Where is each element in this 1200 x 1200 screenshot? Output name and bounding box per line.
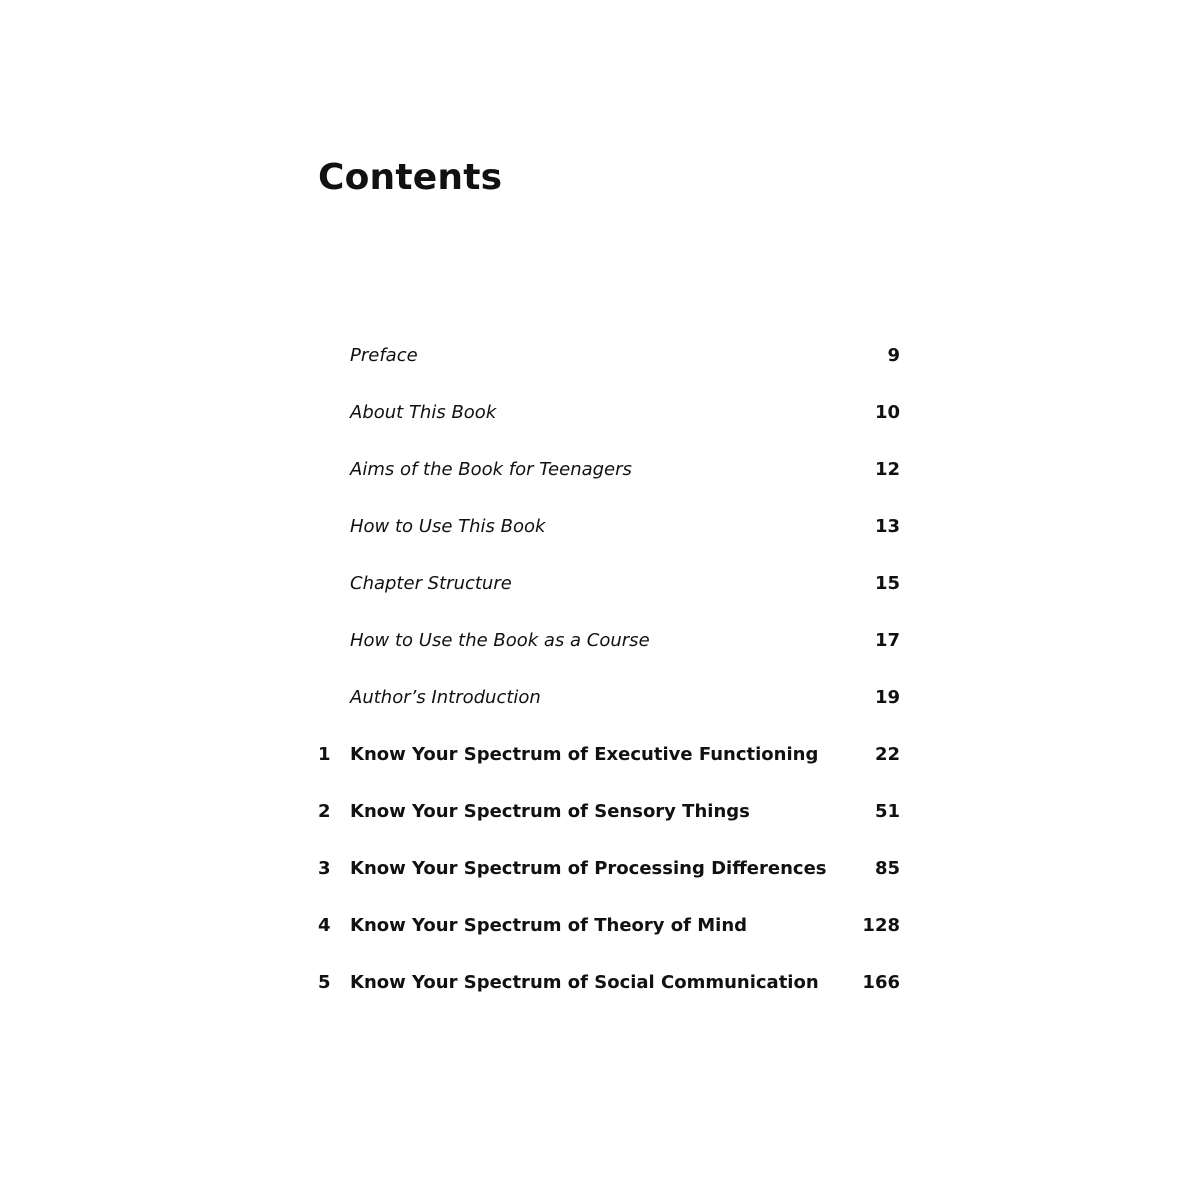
chapter-number: 2 — [318, 801, 331, 822]
chapter-number: 1 — [318, 744, 331, 765]
entry-title: Author’s Introduction — [350, 687, 541, 708]
chapter-number: 3 — [318, 858, 331, 879]
chapter-number: 5 — [318, 972, 331, 993]
entry-title: About This Book — [350, 402, 497, 423]
table-of-contents — [318, 341, 902, 1025]
toc-entry-chapter-2 — [318, 797, 902, 854]
chapter-title: Know Your Spectrum of Sensory Things — [350, 801, 750, 822]
toc-entry-how-to-use — [318, 512, 902, 569]
entry-title: How to Use the Book as a Course — [350, 630, 650, 651]
entry-title: Aims of the Book for Teenagers — [350, 459, 632, 480]
entry-page-number: 15 — [874, 573, 900, 594]
toc-entry-authors-introduction — [318, 683, 902, 740]
entry-title: Chapter Structure — [350, 573, 512, 594]
toc-entry-chapter-5 — [318, 968, 902, 1025]
entry-page-number: 166 — [862, 972, 900, 993]
chapter-title: Know Your Spectrum of Executive Functioning — [350, 744, 819, 765]
entry-page-number: 17 — [874, 630, 900, 651]
entry-page-number: 51 — [874, 801, 900, 822]
chapter-number: 4 — [318, 915, 331, 936]
entry-title: How to Use This Book — [350, 516, 546, 537]
entry-page-number: 22 — [874, 744, 900, 765]
toc-entry-chapter-4 — [318, 911, 902, 968]
toc-entry-chapter-3 — [318, 854, 902, 911]
chapter-title: Know Your Spectrum of Social Communication — [350, 972, 819, 993]
toc-entry-course — [318, 626, 902, 683]
toc-entry-about-this-book — [318, 398, 902, 455]
entry-page-number: 85 — [874, 858, 900, 879]
entry-page-number: 12 — [874, 459, 900, 480]
chapter-title: Know Your Spectrum of Theory of Mind — [350, 915, 748, 936]
entry-page-number: 19 — [874, 687, 900, 708]
entry-page-number: 9 — [887, 345, 900, 366]
toc-entry-chapter-1 — [318, 740, 902, 797]
toc-entry-chapter-structure — [318, 569, 902, 626]
chapter-title: Know Your Spectrum of Processing Differences — [350, 858, 827, 879]
entry-page-number: 128 — [862, 915, 900, 936]
entry-title: Preface — [350, 345, 418, 366]
page-title: Contents — [318, 157, 503, 198]
toc-entry-preface — [318, 341, 902, 398]
entry-page-number: 13 — [874, 516, 900, 537]
toc-entry-aims — [318, 455, 902, 512]
entry-page-number: 10 — [874, 402, 900, 423]
